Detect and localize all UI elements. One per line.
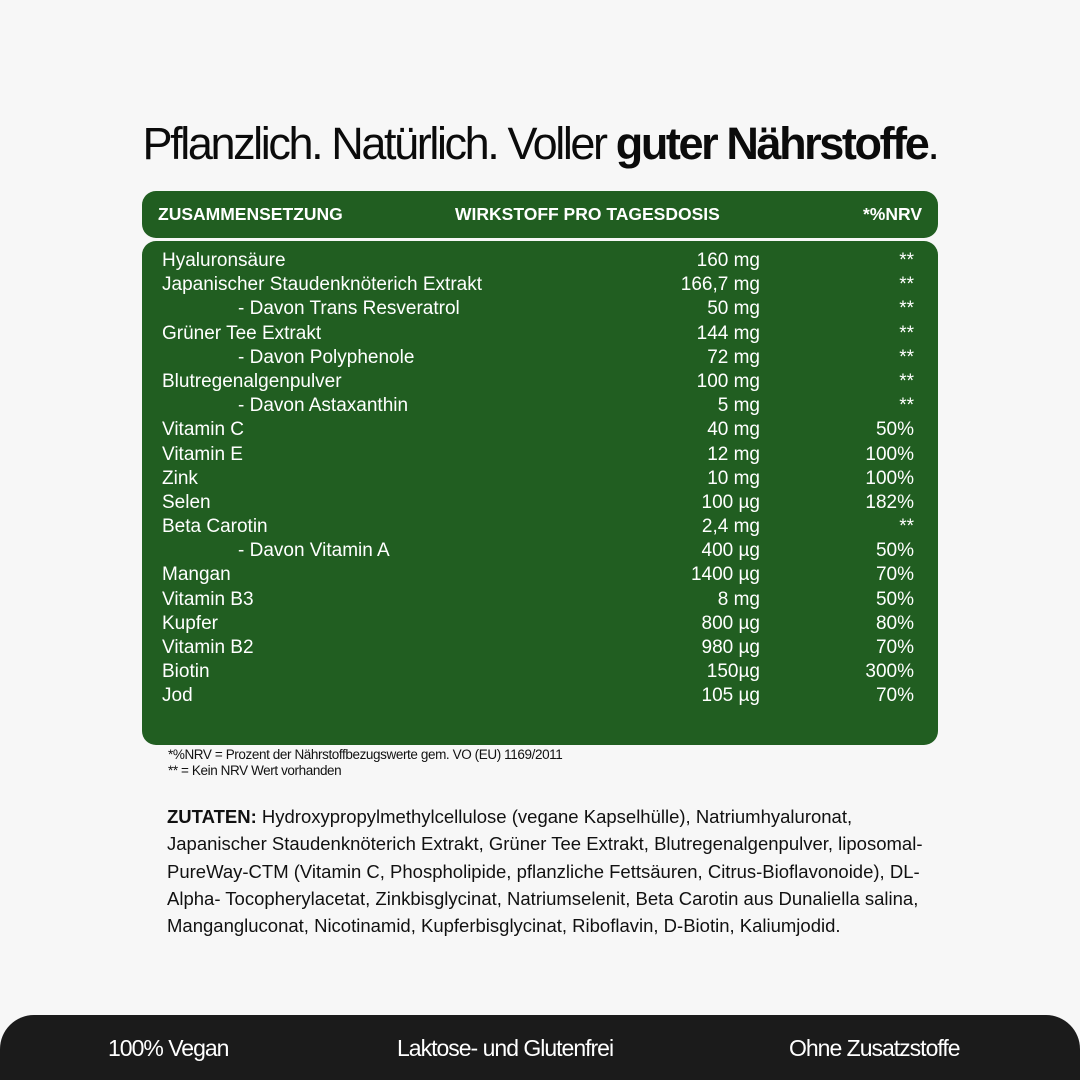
- nutrient-dose: 72 mg: [707, 346, 760, 368]
- table-row: [142, 249, 938, 273]
- nutrient-dose: 50 mg: [707, 298, 760, 320]
- table-row: [142, 322, 938, 346]
- headline-bold: guter Nährstoffe: [615, 118, 928, 170]
- nutrient-dose: 400 µg: [701, 540, 760, 562]
- nutrient-nrv: **: [899, 322, 914, 344]
- table-row: [142, 563, 938, 587]
- table-row: [142, 539, 938, 563]
- nutrient-dose: 150µg: [706, 661, 760, 683]
- table-row: [142, 588, 938, 612]
- footnotes: [168, 747, 562, 779]
- nutrient-name: Biotin: [162, 661, 210, 683]
- nutrient-dose: 40 mg: [707, 419, 760, 441]
- nutrient-dose: 2,4 mg: [701, 516, 760, 538]
- nutrient-nrv: **: [899, 274, 914, 296]
- nutrient-name: Mangan: [162, 564, 231, 586]
- nutrient-name: Jod: [162, 685, 193, 707]
- nutrient-nrv: 50%: [875, 540, 914, 562]
- table-row: [142, 370, 938, 394]
- feature-bar: [0, 1015, 1080, 1080]
- nutrition-rows: [142, 249, 938, 709]
- nutrient-nrv: **: [899, 346, 914, 368]
- nutrient-nrv: **: [899, 298, 914, 320]
- nutrient-nrv: 100%: [865, 443, 914, 465]
- nutrient-name: - Davon Polyphenole: [238, 346, 415, 368]
- header-composition: ZUSAMMENSETZUNG: [158, 204, 343, 224]
- table-row: [142, 418, 938, 442]
- ingredients: [167, 803, 947, 939]
- nutrient-dose: 980 µg: [701, 637, 760, 658]
- nutrient-nrv: 70%: [875, 564, 914, 586]
- nutrient-name: Japanischer Staudenknöterich Extrakt: [162, 274, 483, 296]
- nutrient-dose: 8 mg: [717, 588, 760, 610]
- nutrient-nrv: 80%: [875, 612, 914, 634]
- nutrient-dose: 144 mg: [696, 322, 760, 344]
- nutrient-name: Grüner Tee Extrakt: [162, 322, 322, 344]
- nutrient-name: Blutregenalgenpulver: [162, 370, 342, 392]
- table-row: [142, 443, 938, 467]
- nutrient-name: Beta Carotin: [162, 516, 268, 538]
- table-row: [142, 612, 938, 636]
- nutrient-name: Vitamin B3: [162, 588, 254, 610]
- table-row: [142, 273, 938, 297]
- nutrient-nrv: **: [899, 370, 914, 392]
- badge-lactose-gluten-free: Laktose- und Glutenfrei: [397, 1035, 614, 1061]
- nutrient-dose: 105 µg: [701, 685, 760, 707]
- nutrient-dose: 800 µg: [701, 612, 760, 634]
- nutrient-dose: 160 mg: [696, 250, 760, 271]
- nutrient-name: - Davon Vitamin A: [238, 540, 390, 562]
- nutrition-table-header: [142, 191, 938, 238]
- nutrient-nrv: **: [899, 395, 914, 417]
- nutrient-dose: 100 mg: [696, 370, 760, 392]
- headline-end: .: [927, 118, 938, 170]
- nutrient-name: Vitamin B2: [162, 637, 254, 658]
- table-row: [142, 684, 938, 708]
- headline-light: Pflanzlich. Natürlich. Voller: [142, 118, 616, 170]
- table-row: [142, 660, 938, 684]
- nutrient-nrv: 70%: [875, 685, 914, 707]
- ingredients-label: ZUTATEN:: [167, 806, 257, 827]
- table-row: [142, 346, 938, 370]
- header-daily-dose: WIRKSTOFF PRO TAGESDOSIS: [455, 204, 720, 224]
- nutrient-name: Zink: [162, 467, 198, 489]
- nutrient-dose: 166,7 mg: [680, 274, 760, 296]
- nutrient-name: Vitamin C: [162, 419, 245, 441]
- nutrient-nrv: 100%: [865, 467, 914, 489]
- nutrition-table-body: [142, 241, 938, 745]
- badge-no-additives: Ohne Zusatzstoffe: [789, 1035, 960, 1061]
- nutrient-nrv: 70%: [875, 637, 914, 658]
- table-row: [142, 394, 938, 418]
- headline: [0, 116, 1080, 172]
- nutrient-name: Hyaluronsäure: [162, 250, 286, 271]
- nutrient-name: Kupfer: [162, 612, 218, 634]
- nutrient-dose: 100 µg: [701, 491, 760, 513]
- nutrient-nrv: 182%: [865, 491, 914, 513]
- table-row: [142, 297, 938, 321]
- nutrient-nrv: **: [899, 250, 914, 271]
- footnote-no-nrv: ** = Kein NRV Wert vorhanden: [168, 763, 342, 778]
- nutrient-name: - Davon Astaxanthin: [238, 395, 409, 417]
- nutrient-nrv: **: [899, 516, 914, 538]
- nutrient-nrv: 50%: [875, 419, 914, 441]
- table-row: [142, 515, 938, 539]
- table-row: [142, 491, 938, 515]
- nutrient-dose: 1400 µg: [690, 564, 760, 586]
- nutrient-dose: 12 mg: [707, 443, 760, 465]
- nutrient-name: Selen: [162, 491, 211, 513]
- nutrient-dose: 5 mg: [717, 395, 760, 417]
- nutrient-name: - Davon Trans Resveratrol: [238, 298, 460, 320]
- nutrient-dose: 10 mg: [707, 467, 760, 489]
- nutrient-name: Vitamin E: [162, 443, 243, 465]
- table-row: [142, 636, 938, 660]
- table-row: [142, 467, 938, 491]
- ingredients-text: Hydroxypropylmethylcellulose (vegane Kapselhülle), Natriumhyaluronat, Japanischer Staudenknöterich Extrakt, Grüner Tee Extrakt, Blutregenalgenpulver, liposomal-PureWay-CTM (Vitamin C, Phospholipide, pflanzliche Fettsäuren, Citrus-Bioflavonoide), DL-Alpha- Tocopherylacetat, Zinkbisglycinat, Natriumselenit, Beta Carotin aus Dunaliella salina, Mangangluconat, Nicotinamid, Kupferbisglycinat, Riboflavin, D-Biotin, Kaliumjodid.: [167, 806, 923, 937]
- badge-vegan: 100% Vegan: [108, 1035, 229, 1061]
- nutrient-nrv: 50%: [875, 588, 914, 610]
- nutrient-nrv: 300%: [865, 661, 914, 683]
- header-nrv: *%NRV: [862, 204, 922, 224]
- footnote-nrv: *%NRV = Prozent der Nährstoffbezugswerte gem. VO (EU) 1169/2011: [168, 747, 563, 762]
